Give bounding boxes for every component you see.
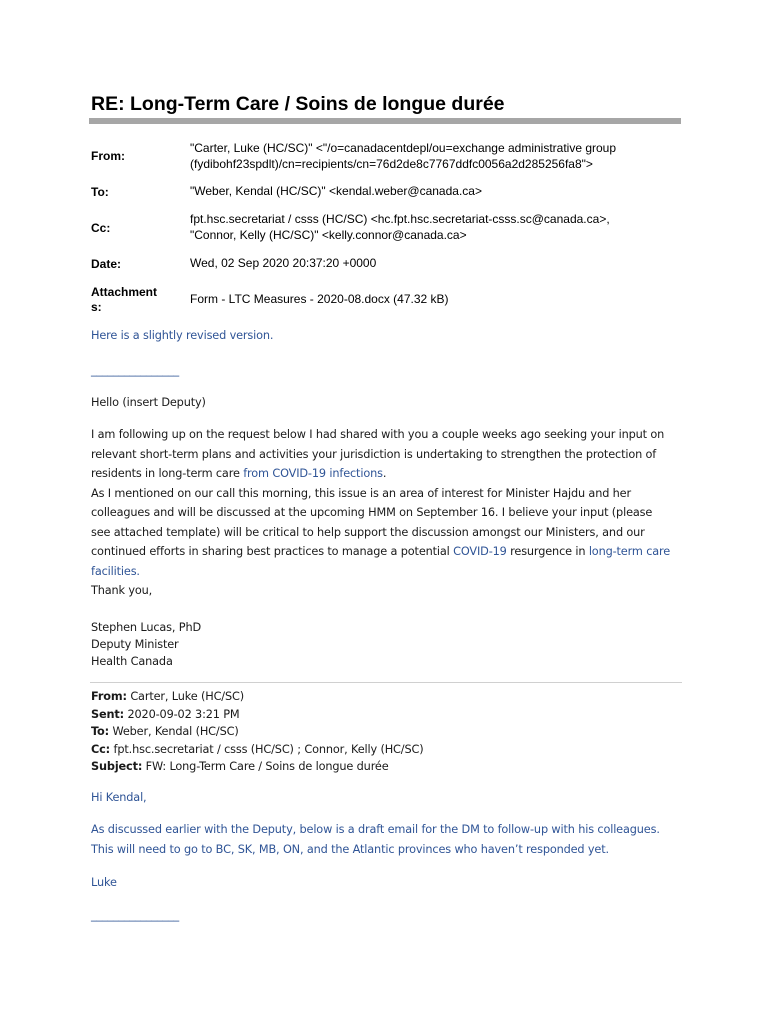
fwd-from-value: Carter, Luke (HC/SC)	[126, 690, 244, 703]
p1-line-1: I am following up on the request below I had shared with you a couple weeks ago seeking your input on	[91, 428, 665, 441]
fwd-to-label: To:	[91, 725, 110, 738]
fwd-subject-value: FW: Long-Term Care / Soins de longue durée	[142, 760, 389, 773]
attachments-label	[91, 285, 171, 315]
fwd-cc	[91, 741, 691, 759]
thank-you: Thank you,	[91, 584, 153, 597]
from-value-line-2: (fydibohf23spdlt)/cn=recipients/cn=76d2de8c7767ddfc0056a2d285256fa8">	[190, 156, 593, 171]
fwd-message-line-2: This will need to go to BC, SK, MB, ON, and the Atlantic provinces who haven’t responded yet.	[91, 842, 609, 856]
cc-value	[190, 212, 610, 243]
forwarded-header	[91, 688, 691, 776]
p1-line-3-text: residents in long-term care	[91, 467, 244, 480]
intro-text: Here is a slightly revised version.	[91, 329, 274, 342]
date-label: Date:	[91, 257, 122, 271]
p1-line-3	[91, 464, 691, 484]
to-label: To:	[91, 185, 109, 199]
covid-infections-link[interactable]: from COVID-19 infections	[243, 467, 383, 480]
from-label: From:	[91, 149, 125, 163]
p2-line-4	[91, 542, 691, 562]
p2-line-1: As I mentioned on our call this morning, this issue is an area of interest for Minister Hajdu and her	[91, 486, 631, 500]
fwd-cc-value: fpt.hsc.secretariat / csss (HC/SC) ; Connor, Kelly (HC/SC)	[110, 742, 424, 756]
signature	[91, 619, 691, 670]
fwd-divider: ________________	[91, 909, 179, 922]
covid-19-link[interactable]: COVID-19	[453, 545, 507, 558]
fwd-greeting: Hi Kendal,	[91, 791, 147, 804]
long-term-care-link[interactable]: long-term care	[588, 545, 671, 558]
p2-line-4-mid: resurgence in	[506, 545, 589, 558]
fwd-subject	[91, 758, 691, 776]
p2-line-2: colleagues and will be discussed at the upcoming HMM on September 16. I believe your input (please	[91, 506, 653, 519]
fwd-sent	[91, 706, 691, 724]
fwd-message	[91, 820, 691, 859]
from-value-line-1: "Carter, Luke (HC/SC)" <"/o=canadacentdepl/ou=exchange administrative group	[190, 141, 617, 155]
fwd-from-label: From:	[91, 690, 127, 703]
fwd-to-value: Weber, Kendal (HC/SC)	[109, 725, 239, 738]
fwd-to	[91, 723, 691, 741]
cc-value-line-1: fpt.hsc.secretariat / csss (HC/SC) <hc.fpt.hsc.secretariat-csss.sc@canada.ca>,	[190, 212, 610, 226]
from-value	[190, 141, 616, 172]
p2-line-4-text: continued efforts in sharing best practices to manage a potential	[91, 545, 454, 558]
body-divider: ________________	[91, 364, 179, 377]
forward-separator	[90, 682, 682, 683]
body-paragraph-1	[91, 425, 691, 601]
email-subject-title: RE: Long-Term Care / Soins de longue durée	[91, 93, 505, 115]
fwd-from	[91, 688, 691, 706]
cc-label: Cc:	[91, 221, 111, 235]
greeting: Hello (insert Deputy)	[91, 396, 206, 409]
signature-org: Health Canada	[91, 655, 173, 668]
attachment-link[interactable]: Form - LTC Measures - 2020-08.docx (47.32 kB)	[190, 292, 449, 306]
fwd-sent-value: 2020-09-02 3:21 PM	[124, 707, 240, 721]
fwd-cc-label: Cc:	[91, 742, 111, 756]
p1-line-2: relevant short-term plans and activities your jurisdiction is undertaking to strengthen the protection of	[91, 447, 657, 461]
p2-line-3: see attached template) will be critical to help support the discussion amongst our Ministers, and our	[91, 525, 645, 539]
facilities-link[interactable]: facilities.	[91, 564, 140, 578]
cc-value-line-2: "Connor, Kelly (HC/SC)" <kelly.connor@canada.ca>	[190, 227, 467, 242]
signature-title: Deputy Minister	[91, 638, 179, 651]
fwd-signoff: Luke	[91, 876, 117, 889]
fwd-message-line-1: As discussed earlier with the Deputy, below is a draft email for the DM to follow-up with his colleagues.	[91, 823, 660, 836]
attachments-label-line-1: Attachment	[91, 285, 158, 299]
p1-line-3-end: .	[382, 467, 387, 480]
fwd-subject-label: Subject:	[91, 760, 143, 773]
fwd-sent-label: Sent:	[91, 707, 125, 721]
signature-name: Stephen Lucas, PhD	[91, 621, 202, 634]
date-value: Wed, 02 Sep 2020 20:37:20 +0000	[190, 256, 377, 270]
title-rule	[89, 118, 681, 124]
attachments-label-line-2: s:	[91, 300, 102, 314]
to-value: "Weber, Kendal (HC/SC)" <kendal.weber@canada.ca>	[190, 184, 482, 198]
